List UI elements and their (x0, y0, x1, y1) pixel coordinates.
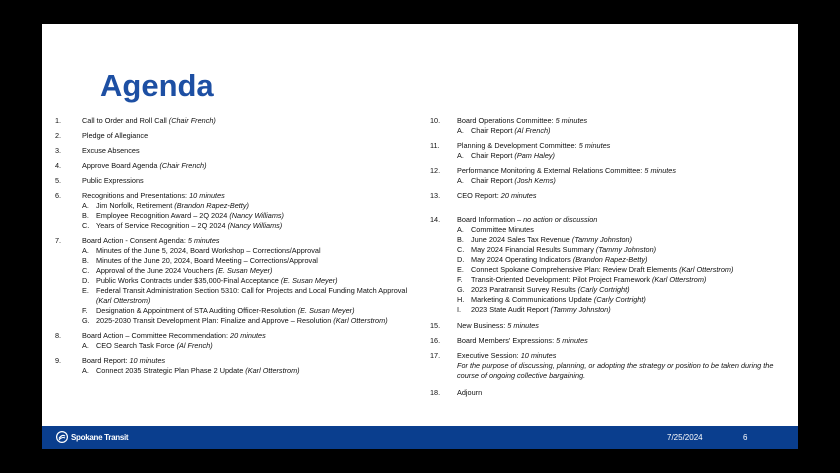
agenda-item-title: Recognitions and Presentations: (82, 191, 190, 200)
transit-logo-icon (56, 431, 68, 443)
agenda-subitem-text: Marketing & Communications Update (471, 295, 594, 304)
agenda-subitem-text: June 2024 Sales Tax Revenue (471, 235, 572, 244)
agenda-subitem-letter: B. (82, 256, 89, 265)
agenda-subitem-presenter: (Karl Otterstrom) (245, 366, 300, 375)
agenda-item-title: Board Information – (457, 215, 524, 224)
agenda-item-title: Board Operations Committee: (457, 116, 556, 125)
agenda-subitem-letter: D. (82, 276, 90, 285)
agenda-item-title: Executive Session: (457, 351, 521, 360)
agenda-item-number: 16. (430, 336, 441, 345)
agenda-item-text (82, 131, 410, 141)
agenda-item-text (457, 351, 790, 361)
agenda-item (430, 191, 790, 201)
agenda-subitem-letter: D. (457, 255, 465, 264)
agenda-subitem-text: 2025-2030 Transit Development Plan: Finalize and Approve – Resolution (96, 316, 334, 325)
agenda-subitem-letter: A. (457, 225, 464, 234)
agenda-item-title: Public Expressions (82, 176, 144, 185)
agenda-item-number: 7. (55, 236, 62, 245)
agenda-item (430, 351, 790, 381)
agenda-subitem-letter: G. (457, 285, 465, 294)
agenda-item-title: Adjourn (457, 388, 483, 397)
agenda-item (55, 356, 410, 376)
agenda-item-title: Board Action – Committee Recommendation: (82, 331, 231, 340)
agenda-subitem-letter: C. (82, 266, 90, 275)
agenda-subitem (457, 126, 790, 136)
agenda-item-number: 18. (430, 388, 441, 397)
agenda-subitem-letter: I. (457, 305, 462, 314)
agenda-subitem-text: May 2024 Operating Indicators (471, 255, 573, 264)
agenda-subitem-presenter: (Josh Kerns) (514, 176, 556, 185)
agenda-subitem-presenter: (Al French) (176, 341, 213, 350)
agenda-item-duration: 20 minutes (230, 331, 266, 340)
agenda-item-text (82, 356, 410, 366)
agenda-item (430, 215, 790, 315)
agenda-item-number: 12. (430, 166, 441, 175)
agenda-item-title: Approve Board Agenda (82, 161, 160, 170)
footer-bar (42, 426, 798, 449)
agenda-subitem (457, 235, 790, 245)
agenda-subitem-presenter: (Pam Haley) (514, 151, 555, 160)
agenda-subitem-letter: G. (82, 316, 90, 325)
agenda-subitem-text: Designation & Appointment of STA Auditing Officer-Resolution (96, 306, 298, 315)
agenda-item-text (82, 176, 410, 186)
agenda-item (55, 146, 410, 156)
agenda-item-duration: 5 minutes (556, 336, 588, 345)
agenda-item (55, 236, 410, 326)
agenda-subitem-presenter: (Brandon Rapez-Betty) (572, 255, 648, 264)
agenda-subitem-presenter: (E. Susan Meyer) (297, 306, 355, 315)
agenda-item-number: 15. (430, 321, 441, 330)
agenda-item-text (457, 116, 790, 126)
agenda-subitem-letter: C. (457, 245, 465, 254)
agenda-item (430, 388, 790, 398)
agenda-subitem (82, 266, 410, 276)
agenda-item-number: 17. (430, 351, 441, 360)
agenda-subitem (82, 276, 410, 286)
spokane-transit-logo (56, 431, 128, 443)
agenda-subitem-letter: F. (457, 275, 463, 284)
agenda-subitem-text: 2023 Paratransit Survey Results (471, 285, 578, 294)
agenda-item-number: 3. (55, 146, 62, 155)
agenda-subitem-presenter: (Karl Otterstrom) (679, 265, 734, 274)
agenda-item-text (457, 141, 790, 151)
agenda-item-text (82, 161, 410, 171)
agenda-item-number: 4. (55, 161, 62, 170)
agenda-column-right (430, 116, 790, 398)
agenda-item-title: Board Members' Expressions: (457, 336, 557, 345)
agenda-item-duration: 5 minutes (187, 236, 220, 245)
agenda-item-number: 2. (55, 131, 62, 140)
agenda-subitem-letter: A. (82, 341, 89, 350)
agenda-subitem-presenter: (Karl Otterstrom) (333, 316, 388, 325)
agenda-subitem-text: Years of Service Recognition – 2Q 2024 (96, 221, 228, 230)
agenda-item (55, 116, 410, 126)
agenda-item-number: 1. (55, 116, 62, 125)
agenda-subitem (82, 306, 410, 316)
agenda-subitem-letter: C. (82, 221, 90, 230)
agenda-subitem-presenter: (Brandon Rapez-Betty) (174, 201, 249, 210)
agenda-item-text (82, 236, 410, 246)
agenda-column-left (55, 116, 410, 376)
agenda-item-number: 5. (55, 176, 62, 185)
agenda-item-duration: 5 minutes (644, 166, 677, 175)
agenda-item-title: New Business: (457, 321, 508, 330)
agenda-subitem (82, 316, 410, 326)
agenda-subitem (82, 341, 410, 351)
agenda-item-duration: 5 minutes (555, 116, 588, 125)
agenda-subitem (82, 246, 410, 256)
agenda-subitem-text: Minutes of the June 5, 2024, Board Workshop – Corrections/Approval (96, 246, 321, 255)
agenda-subitem-letter: H. (457, 295, 465, 304)
agenda-subitem-text: 2023 State Audit Report (471, 305, 551, 314)
agenda-item-title: Board Action - Consent Agenda: (82, 236, 188, 245)
agenda-subitem-letter: B. (457, 235, 464, 244)
agenda-subitem-text: Transit-Oriented Development: Pilot Project Framework (471, 275, 652, 284)
agenda-subitem-presenter: (Tammy Johnston) (595, 245, 657, 254)
agenda-subitem-letter: A. (457, 126, 464, 135)
agenda-item-duration: 10 minutes (189, 191, 225, 200)
agenda-subitem-text: Federal Transit Administration Section 5310: Call for Projects and Local Funding Match Approval (96, 286, 408, 295)
agenda-subitem-letter: A. (457, 176, 464, 185)
agenda-item (430, 321, 790, 331)
agenda-subitem-text: Connect 2035 Strategic Plan Phase 2 Update (96, 366, 246, 375)
agenda-item (430, 166, 790, 186)
agenda-item-text (457, 191, 790, 201)
agenda-subitem (457, 245, 790, 255)
agenda-subitem (457, 275, 790, 285)
agenda-subitem-presenter: (Tammy Johnston) (571, 235, 633, 244)
agenda-subitem-presenter: (E. Susan Meyer) (280, 276, 338, 285)
agenda-subitem (82, 201, 410, 211)
agenda-subitem (457, 151, 790, 161)
agenda-subitem-text: CEO Search Task Force (96, 341, 177, 350)
agenda-item-title: Performance Monitoring & External Relations Committee: (457, 166, 645, 175)
agenda-subitem-text: Jim Norfolk, Retirement (96, 201, 175, 210)
agenda-item (55, 331, 410, 351)
logo-text: Spokane Transit (71, 432, 129, 442)
agenda-item-title: Pledge of Allegiance (82, 131, 149, 140)
agenda-item-text (82, 191, 410, 201)
agenda-item (430, 141, 790, 161)
agenda-item-duration: 5 minutes (578, 141, 611, 150)
agenda-subitem-presenter: (Carly Cortright) (577, 285, 630, 294)
agenda-subitem (82, 286, 410, 306)
agenda-item-title: Board Report: (82, 356, 130, 365)
agenda-subitem (82, 221, 410, 231)
agenda-item-text (82, 146, 410, 156)
agenda-subitem-presenter: (Tammy Johnston) (550, 305, 611, 314)
agenda-subitem-letter: A. (457, 151, 464, 160)
slide (42, 24, 798, 449)
agenda-subitem (457, 285, 790, 295)
agenda-item-number: 9. (55, 356, 62, 365)
agenda-item-note: For the purpose of discussing, planning, or adopting the strategy or position to be taken during the course of ongoing collective bargaining. (457, 361, 774, 380)
agenda-subitem (82, 211, 410, 221)
agenda-subitem (457, 176, 790, 186)
agenda-item (55, 176, 410, 186)
agenda-item-text (457, 388, 790, 398)
agenda-item-duration: (Chair French) (159, 161, 207, 170)
agenda-subitem-text: May 2024 Financial Results Summary (471, 245, 596, 254)
agenda-item-number: 11. (430, 141, 440, 150)
agenda-subitem-presenter: (Nancy Williams) (227, 221, 283, 230)
footer-date: 7/25/2024 (667, 433, 703, 442)
agenda-item-title: Call to Order and Roll Call (82, 116, 169, 125)
agenda-item-duration: 20 minutes (500, 191, 537, 200)
agenda-subitem-letter: F. (82, 306, 88, 315)
agenda-subitem-presenter: (Nancy Williams) (229, 211, 284, 220)
agenda-item-duration: no action or discussion (523, 215, 598, 224)
agenda-subitem (457, 305, 790, 315)
agenda-item-number: 8. (55, 331, 62, 340)
agenda-item-number: 6. (55, 191, 62, 200)
agenda-item-text (457, 336, 790, 346)
agenda-item-duration: 5 minutes (507, 321, 539, 330)
agenda-subitem-presenter: (Karl Otterstrom) (652, 275, 707, 284)
agenda-item-duration: (Chair French) (168, 116, 216, 125)
agenda-subitem-letter: A. (82, 201, 89, 210)
agenda-subitem-text: Chair Report (471, 176, 515, 185)
agenda-subitem-text: Committee Minutes (471, 225, 534, 234)
agenda-item-title: Planning & Development Committee: (457, 141, 579, 150)
agenda-item-text (82, 331, 410, 341)
agenda-subitem (457, 265, 790, 275)
agenda-item-text (82, 116, 410, 126)
agenda-subitem-letter: E. (457, 265, 464, 274)
agenda-subitem-text: Connect Spokane Comprehensive Plan: Review Draft Elements (471, 265, 680, 274)
agenda-item-duration: 10 minutes (520, 351, 557, 360)
agenda-subitem-presenter: (Carly Cortright) (593, 295, 646, 304)
agenda-item (430, 336, 790, 346)
agenda-subitem (457, 225, 790, 235)
agenda-subitem-presenter: (E. Susan Meyer) (215, 266, 273, 275)
agenda-subitem-letter: A. (82, 246, 89, 255)
agenda-subitem-text: Approval of the June 2024 Vouchers (96, 266, 216, 275)
agenda-subitem (82, 256, 410, 266)
agenda-item (55, 161, 410, 171)
page-number: 6 (743, 433, 748, 442)
agenda-subitem-text: Chair Report (471, 126, 515, 135)
agenda-subitem-text: Chair Report (471, 151, 515, 160)
agenda-item-text (457, 166, 790, 176)
agenda-item-title: CEO Report: (457, 191, 501, 200)
agenda-item-text (457, 215, 790, 225)
agenda-subitem-presenter: (Karl Otterstrom) (96, 296, 151, 305)
agenda-item (430, 116, 790, 136)
agenda-subitem (82, 366, 410, 376)
agenda-item-number: 10. (430, 116, 441, 125)
agenda-subitem-text: Minutes of the June 20, 2024, Board Meeting – Corrections/Approval (96, 256, 318, 265)
agenda-item-number: 13. (430, 191, 441, 200)
agenda-subitem-text: Public Works Contracts under $35,000-Final Acceptance (96, 276, 281, 285)
agenda-item-text (457, 321, 790, 331)
agenda-subitem-letter: A. (82, 366, 89, 375)
agenda-subitem-presenter: (Al French) (514, 126, 551, 135)
agenda-item-title: Excuse Absences (82, 146, 140, 155)
agenda-item-number: 14. (430, 215, 441, 224)
agenda-subitem-letter: B. (82, 211, 89, 220)
agenda-item (55, 191, 410, 231)
agenda-item-duration: 10 minutes (129, 356, 166, 365)
agenda-subitem (457, 295, 790, 305)
agenda-item (55, 131, 410, 141)
agenda-subitem (457, 255, 790, 265)
agenda-subitem-letter: E. (82, 286, 89, 295)
agenda-subitem-text: Employee Recognition Award – 2Q 2024 (96, 211, 230, 220)
slide-title: Agenda (100, 68, 214, 103)
